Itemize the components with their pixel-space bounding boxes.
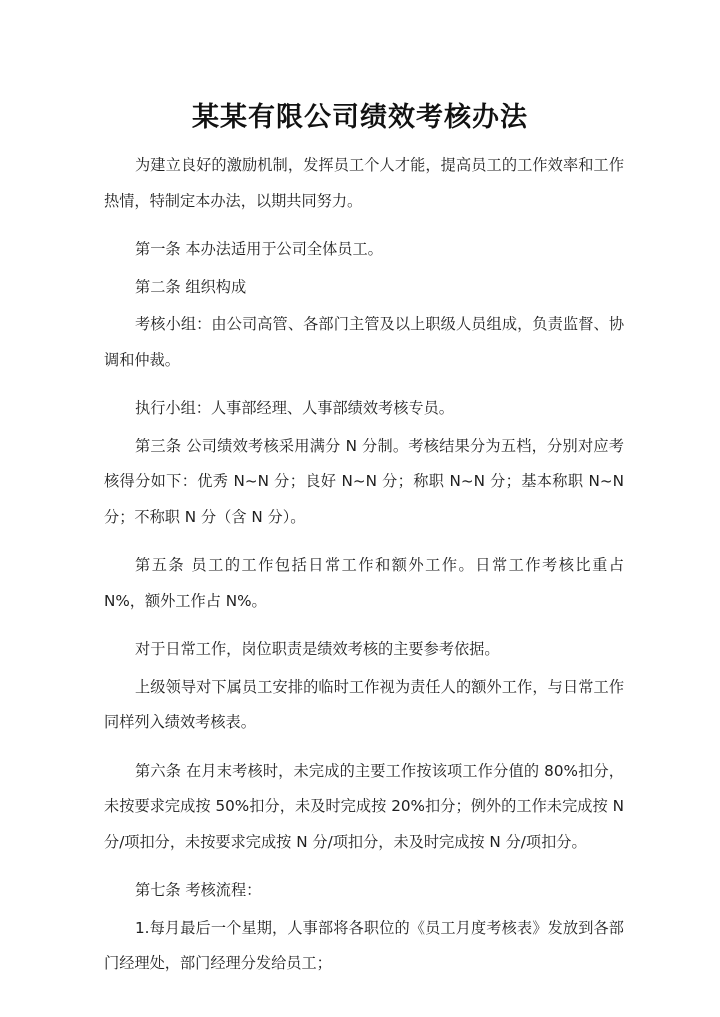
- article-6-paragraph: 第六条 在月末考核时，未完成的主要工作按该项工作分值的 80%扣分，未按要求完成按 50%扣分，未及时完成按 20%扣分；例外的工作未完成按 N 分/项扣分，未按要求完成按 N 分/项扣分，未及时完成按 N 分/项扣分。: [104, 761, 624, 851]
- execution-group-paragraph: 执行小组：人事部经理、人事部绩效考核专员。: [135, 399, 454, 417]
- article-3-paragraph: 第三条 公司绩效考核采用满分 N 分制。考核结果分为五档，分别对应考核得分如下：优秀 N~N 分；良好 N~N 分；称职 N~N 分；基本称职 N~N 分；不称职 N 分（含 N 分）。: [104, 436, 624, 526]
- assessment-group-paragraph: 考核小组：由公司高管、各部门主管及以上职级人员组成，负责监督、协调和仲裁。: [104, 315, 624, 369]
- document-body: [104, 148, 624, 995]
- document-title: 某某有限公司绩效考核办法: [192, 102, 528, 133]
- process-step-1-paragraph: 1.每月最后一个星期，人事部将各职位的《员工月度考核表》发放到各部门经理处，部门经理分发给员工；: [104, 918, 624, 972]
- daily-work-paragraph: 对于日常工作，岗位职责是绩效考核的主要参考依据。: [135, 640, 500, 658]
- extra-work-paragraph: 上级领导对下属员工安排的临时工作视为责任人的额外工作，与日常工作同样列入绩效考核表。: [104, 677, 624, 731]
- article-5-paragraph: 第五条 员工的工作包括日常工作和额外工作。日常工作考核比重占 N%，额外工作占 N%。: [104, 556, 624, 610]
- article-2-heading: 第二条 组织构成: [135, 277, 247, 296]
- article-1-paragraph: 第一条 本办法适用于公司全体员工。: [135, 240, 383, 258]
- article-7-heading: 第七条 考核流程：: [135, 881, 262, 899]
- intro-paragraph: 为建立良好的激励机制，发挥员工个人才能，提高员工的工作效率和工作热情，特制定本办法，以期共同努力。: [104, 156, 624, 210]
